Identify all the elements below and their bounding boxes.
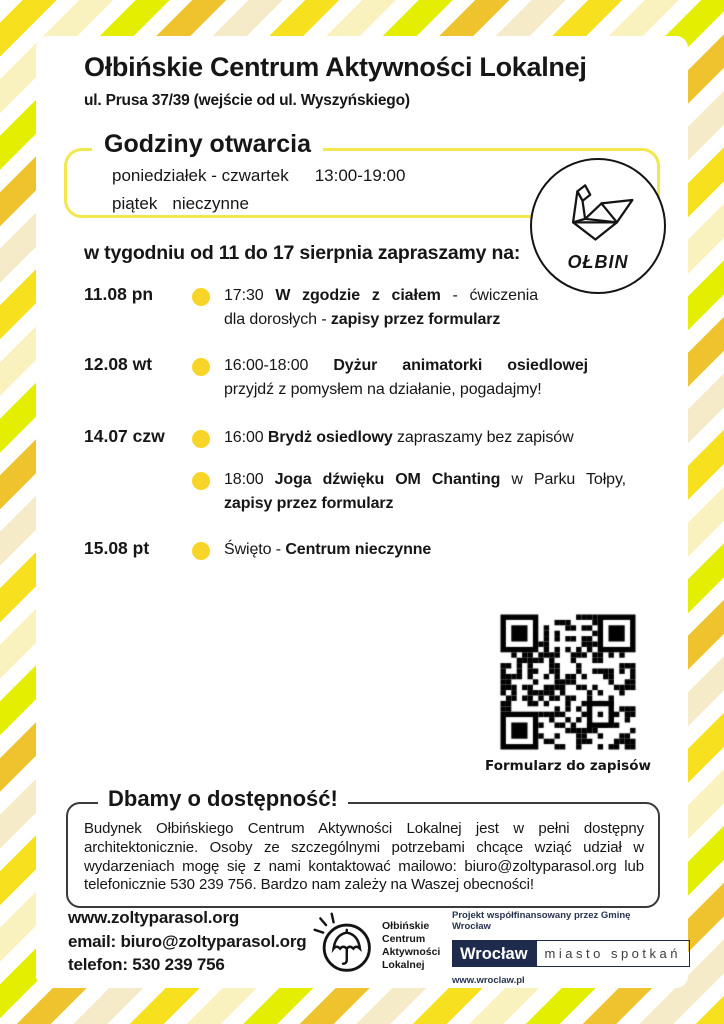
center-name-line: Ołbińskie <box>382 920 430 932</box>
olbin-badge <box>530 158 666 294</box>
funding-url: www.wroclaw.pl <box>452 975 525 986</box>
contact-website: www.zoltyparasol.org <box>68 908 240 927</box>
opening-hours-row <box>112 162 405 190</box>
bullet-dot-icon <box>192 542 210 560</box>
accessibility-text: Budynek Ołbińskiego Centrum Aktywności Lokalnej jest w pełni dostępny architektonicznie. Osoby ze szczególnymi potrzebami chcące wziąć udział w wydarzeniach mogę się z nami kontaktować mailowo: biuro@zoltyparasol.org lub telefonicznie 530 239 756. Bardzo nam zależy na Waszej obecności! <box>84 820 644 894</box>
bullet-dot-icon <box>192 288 210 306</box>
opening-days: poniedziałek - czwartek <box>112 166 289 185</box>
bullet-dot-icon <box>192 358 210 376</box>
opening-time: nieczynne <box>172 194 249 213</box>
event-text: 16:00 Brydż osiedlowy zapraszamy bez zapisów <box>224 429 574 446</box>
event-date: 11.08 pn <box>84 284 154 304</box>
wroclaw-logo <box>452 940 681 967</box>
address-line: ul. Prusa 37/39 (wejście od ul. Wyszyńskiego) <box>84 92 410 109</box>
umbrella-logo-icon <box>310 910 376 981</box>
opening-hours-heading: Godziny otwarcia <box>92 130 323 159</box>
content-area <box>36 36 688 988</box>
opening-hours-row <box>112 190 405 218</box>
center-name-line: Aktywności <box>382 946 441 958</box>
event-date: 15.08 pt <box>84 538 150 558</box>
event-text: Święto - Centrum nieczynne <box>224 541 432 558</box>
opening-time: 13:00-19:00 <box>314 166 406 185</box>
badge-label: OŁBIN <box>567 252 629 272</box>
event-date: 14.07 czw <box>84 426 165 446</box>
funding-note: Projekt współfinansowany przez Gminę Wrocław <box>452 910 631 932</box>
center-logo <box>310 910 440 981</box>
event-date: 12.08 wt <box>84 354 153 374</box>
center-name <box>382 920 440 972</box>
center-name-line: Lokalnej <box>382 959 425 971</box>
event-text: 17:30 W zgodzie z ciałem - ćwiczenia dla dorosłych - zapisy przez formularz <box>224 287 538 328</box>
event-text: 18:00 Joga dźwięku OM Chanting w Parku Tołpy, zapisy przez formularz <box>224 471 627 512</box>
wroclaw-logo-secondary: miasto spotkań <box>536 940 690 967</box>
opening-days: piątek <box>112 194 158 213</box>
qr-code <box>498 612 638 752</box>
origami-swan-icon <box>555 179 641 250</box>
contact-block <box>68 906 306 977</box>
wroclaw-logo-primary: Wrocław <box>452 940 536 967</box>
event-text: 16:00-18:00 Dyżur animatorki osiedlowej przyjdź z pomysłem na działanie, pogadajmy! <box>224 357 589 398</box>
bullet-dot-icon <box>192 472 210 490</box>
opening-hours-rows <box>112 162 405 218</box>
qr-caption: Formularz do zapisów <box>485 758 651 774</box>
accessibility-heading: Dbamy o dostępność! <box>98 786 348 812</box>
contact-email: email: biuro@zoltyparasol.org <box>68 931 307 951</box>
week-intro: w tygodniu od 11 do 17 sierpnia zapraszamy na: <box>84 242 521 264</box>
funding-block <box>452 910 681 986</box>
bullet-dot-icon <box>192 430 210 448</box>
center-name-line: Centrum <box>382 933 426 945</box>
page-title: Ołbińskie Centrum Aktywności Lokalnej <box>84 52 587 82</box>
contact-phone: telefon: 530 239 756 <box>68 955 225 974</box>
